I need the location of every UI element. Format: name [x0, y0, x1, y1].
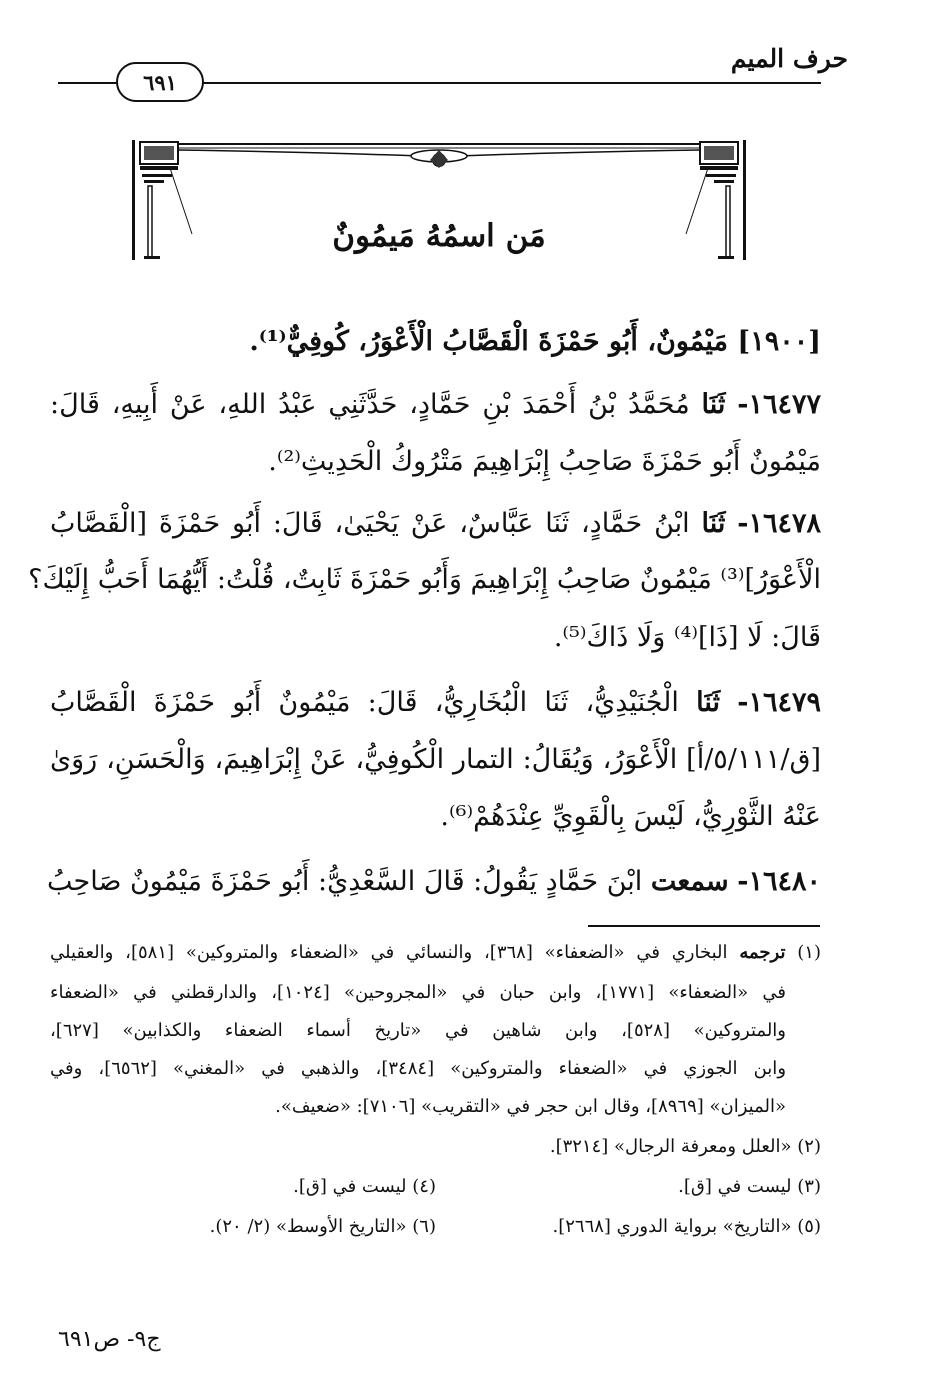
- hadith-16477-line1: [50, 385, 821, 425]
- page-number: ٦٩١: [143, 69, 177, 95]
- hadith-lead: ثَنَا: [701, 508, 726, 539]
- footnote-1-line1: [50, 938, 821, 968]
- hadith-number: ١٦٤٧٩-: [737, 687, 822, 718]
- hadith-16478-line2: الْأَعْوَرُ]⁽³⁾ مَيْمُونٌ صَاحِبُ إِبْرَاهِيمَ وَأَبُو حَمْزَةَ ثَابِتٌ، قُلْتُ: أَيُّهُمَا أَحَبُّ إِلَيْكَ؟: [28, 564, 821, 595]
- hadith-16480-line1: [47, 862, 821, 902]
- footnote-lead: ترجمه: [739, 942, 786, 963]
- hadith-number: ١٦٤٧٧-: [737, 389, 821, 420]
- hadith-number: ١٦٤٨٠-: [737, 866, 821, 897]
- hadith-lead: ثَنَا: [701, 389, 726, 420]
- hadith-number: ١٦٤٧٨-: [737, 508, 821, 539]
- entry-1900-heading: [١٩٠٠] مَيْمُونٌ، أَبُو حَمْزَةَ الْقَصَّابُ الْأَعْوَرُ، كُوفِيٌّ⁽¹⁾.: [249, 326, 821, 357]
- hadith-lead: سمعت: [650, 866, 729, 897]
- footnote-separator: [588, 925, 820, 927]
- chapter-ornament-frame: [130, 138, 748, 262]
- footnote-text: البخاري في «الضعفاء» [٣٦٨]، والنسائي في «الضعفاء والمتروكين» [٥٨١]، والعقيلي: [50, 942, 728, 963]
- hadith-16477-line2: مَيْمُونٌ أَبُو حَمْزَةَ صَاحِبُ إِبْرَاهِيمَ مَتْرُوكُ الْحَدِيثِ⁽²⁾.: [268, 446, 821, 477]
- footnote-1-line5: «الميزان» [٨٩٦٩]، وقال ابن حجر في «التقريب» [٧١٠٦]: «ضعيف».: [275, 1096, 786, 1117]
- footnote-marker: (١): [797, 942, 821, 963]
- footnote-1-line4: وابن الجوزي في «الضعفاء والمتروكين» [٣٤٨٤]، والذهبي في «المغني» [٦٥٦٢]، وفي: [50, 1058, 787, 1079]
- hadith-text: الْجُنَيْدِيُّ، ثَنَا الْبُخَارِيُّ، قَالَ: مَيْمُونٌ أَبُو حَمْزَةَ الْقَصَّابُ: [50, 687, 679, 718]
- hadith-16479-line1: [50, 683, 821, 723]
- footnote-4: (٤) ليست في [ق].: [293, 1176, 436, 1197]
- chapter-title: مَن اسمُهُ مَيمُونٌ: [332, 218, 546, 254]
- hadith-16478-line3: قَالَ: لَا [ذَا]⁽⁴⁾ وَلَا ذَاكَ⁽⁵⁾.: [553, 622, 821, 653]
- hadith-text: ابْنُ حَمَّادٍ، ثَنَا عَبَّاسٌ، عَنْ يَحْيَىٰ، قَالَ: أَبُو حَمْزَةَ [الْقَصَّابُ: [50, 508, 690, 539]
- hadith-16478-line1: [50, 504, 821, 544]
- hadith-16479-line3: عَنْهُ الثَّوْرِيُّ، لَيْسَ بِالْقَوِيِّ عِنْدَهُمْ⁽⁶⁾.: [440, 801, 821, 832]
- footnote-1-line3: والمتروكين» [٥٢٨]، وابن شاهين في «تاريخ أسماء الضعفاء والكذابين» [٦٢٧]،: [50, 1020, 786, 1041]
- footnote-2: (٢) «العلل ومعرفة الرجال» [٣٢١٤].: [549, 1136, 821, 1157]
- hadith-16479-line2: [ق/٥/١١١/أ] الْأَعْوَرُ، وَيُقَالُ: التمار الْكُوفِيُّ، عَنْ إِبْرَاهِيمَ، وَالْحَسَنِ، رَوَىٰ: [50, 744, 821, 775]
- volume-page-reference: ج٩- ص٦٩١: [58, 1327, 161, 1352]
- footnote-3: (٣) ليست في [ق].: [678, 1176, 821, 1197]
- footnote-1-line2: في «الضعفاء» [١٧٧١]، وابن حبان في «المجروحين» [١٠٢٤]، والدارقطني في «الضعفاء: [50, 982, 787, 1003]
- running-title: حرف الميم: [730, 44, 848, 73]
- footnote-6: (٦) «التاريخ الأوسط» (٢/ ٢٠).: [209, 1216, 436, 1237]
- footnote-5: (٥) «التاريخ» برواية الدوري [٢٦٦٨].: [552, 1216, 821, 1237]
- hadith-text: ابْنَ حَمَّادٍ يَقُولُ: قَالَ السَّعْدِيُّ: أَبُو حَمْزَةَ مَيْمُونٌ صَاحِبُ: [47, 866, 643, 897]
- hadith-text: مُحَمَّدُ بْنُ أَحْمَدَ بْنِ حَمَّادٍ، حَدَّثَنِي عَبْدُ اللهِ، عَنْ أَبِيهِ، قَالَ:: [50, 389, 690, 420]
- hadith-lead: ثَنَا: [696, 687, 721, 718]
- page-number-badge: [116, 62, 204, 102]
